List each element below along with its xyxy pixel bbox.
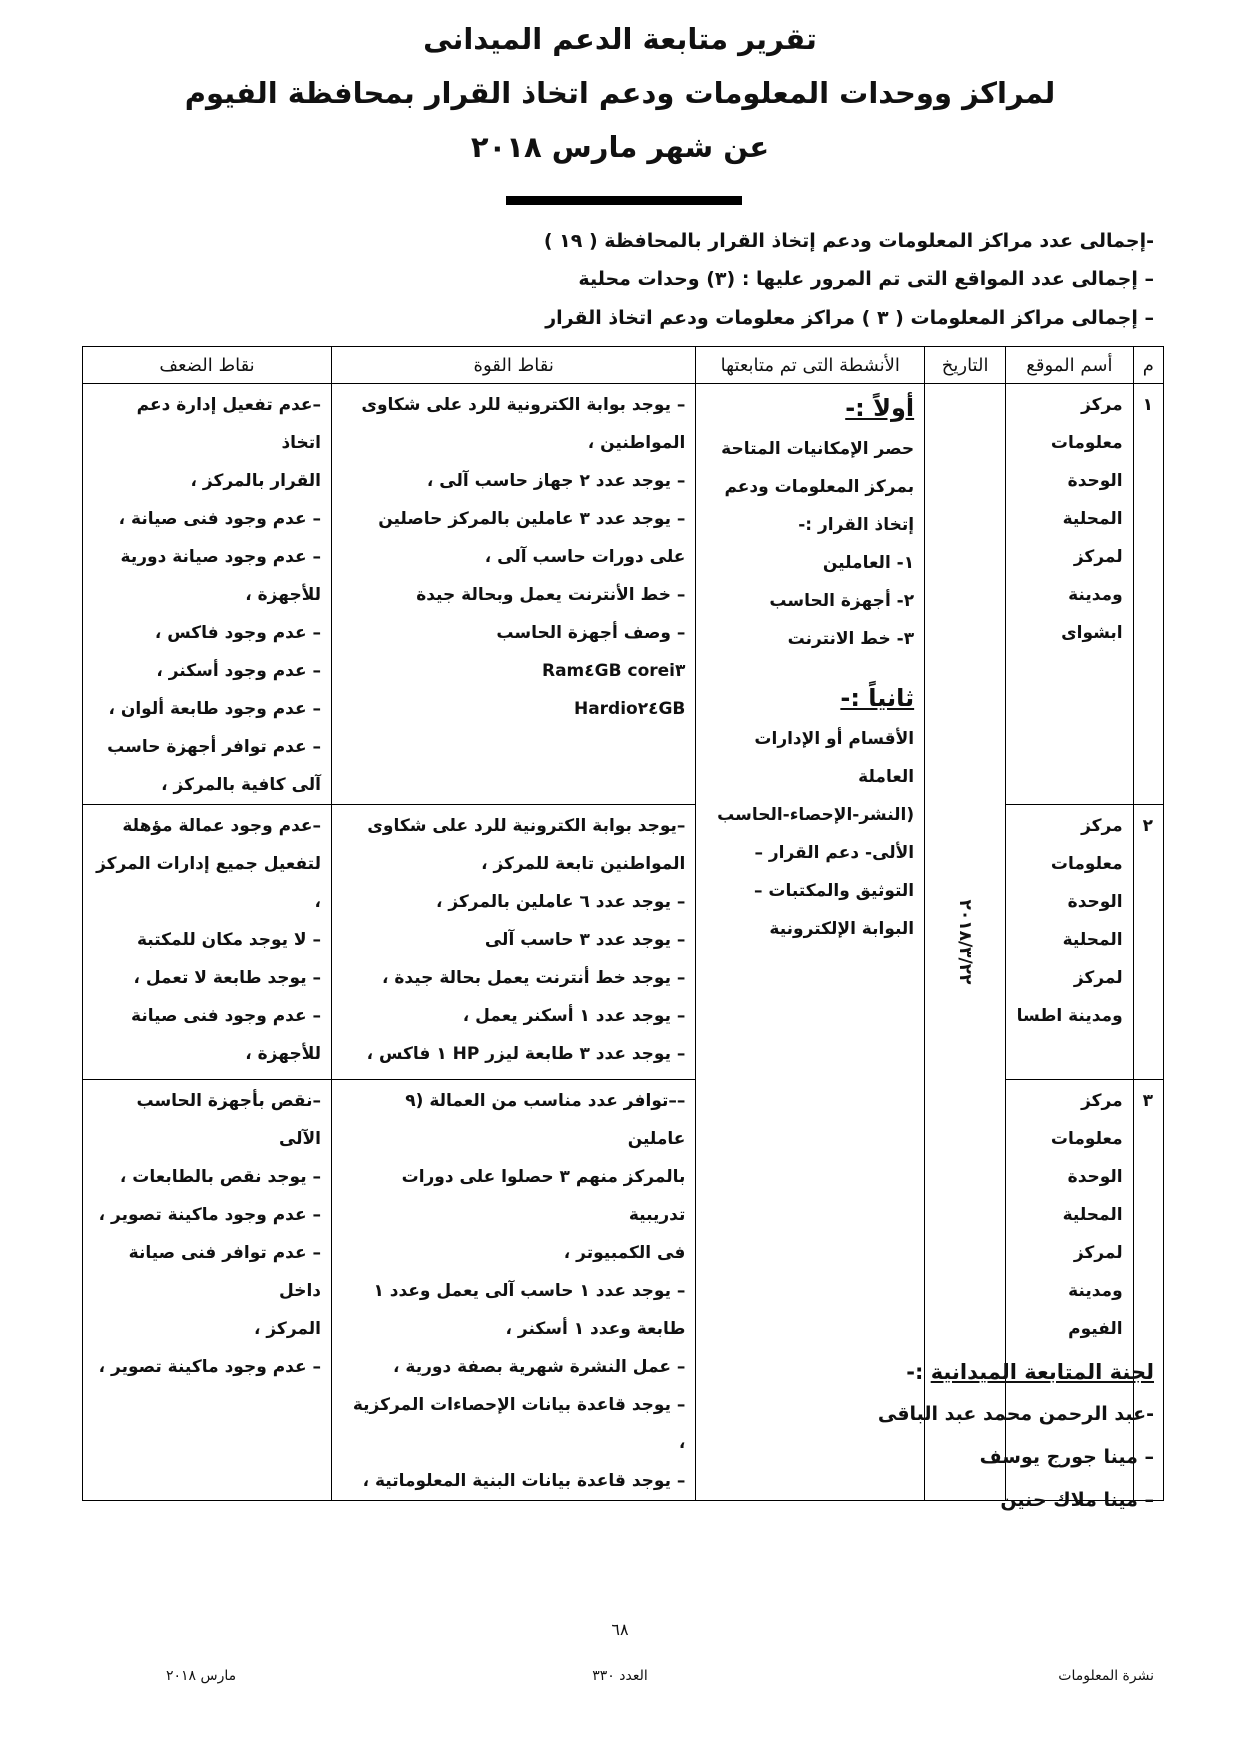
strength-line: بالمركز منهم ٣ حصلوا على دورات تدريبية — [401, 1167, 686, 1225]
weakness-line: – عدم توافر أجهزة حاسب — [107, 737, 322, 757]
strengths-cell — [332, 384, 696, 805]
strength-line: طابعة وعدد ١ أسكنر ، — [505, 1319, 686, 1339]
table-row — [83, 384, 1164, 805]
site-line: الوحدة — [1067, 1167, 1123, 1187]
site-line: ابشواى — [1061, 623, 1123, 643]
site-line: لمركز — [1073, 1243, 1123, 1263]
weakness-line: –نقص بأجهزة الحاسب الآلى — [136, 1091, 322, 1149]
strength-line: على دورات حاسب آلى ، — [484, 547, 686, 567]
page-number: ٦٨ — [611, 1620, 629, 1639]
strength-line: – يوجد عدد ٢ جهاز حاسب آلى ، — [426, 471, 686, 491]
site-line: لمركز — [1073, 547, 1123, 567]
weakness-line: آلى كافية بالمركز ، — [161, 775, 322, 795]
weaknesses-cell — [83, 384, 332, 805]
strength-line: – يوجد قاعدة بيانات البنية المعلوماتية ، — [362, 1471, 686, 1491]
activity-line: بمركز المعلومات ودعم — [724, 477, 915, 497]
weakness-line: – يوجد نقص بالطابعات ، — [119, 1167, 322, 1187]
weakness-line: – عدم توافر فنى صيانة داخل — [128, 1243, 322, 1301]
report-subtitle: لمراكز ووحدات المعلومات ودعم اتخاذ القرار بمحافظة الفيوم — [184, 76, 1056, 110]
strength-line: – يوجد عدد ٣ عاملين بالمركز حاصلين — [378, 509, 686, 529]
summary-visited-sites: – إجمالى عدد المواقع التى تم المرور عليها : (٣) وحدات محلية — [578, 268, 1154, 290]
header-strengths: نقاط القوة — [332, 347, 696, 384]
strength-line: – يوجد عدد ١ أسكنر يعمل ، — [462, 1006, 686, 1026]
weakness-line: للأجهزة ، — [245, 1044, 322, 1064]
site-line: معلومات — [1050, 1129, 1123, 1149]
site-line: مركز — [1081, 1091, 1123, 1111]
site-line: الوحدة — [1067, 892, 1123, 912]
strength-line: – يوجد بوابة الكترونية للرد على شكاوى — [361, 395, 686, 415]
site-cell — [1006, 384, 1134, 805]
footer-issue: العدد ٣٣٠ — [592, 1668, 648, 1684]
weakness-line: – عدم وجود فنى صيانة ، — [118, 509, 322, 529]
activity-line: التوثيق والمكتبات – — [753, 881, 915, 901]
weakness-line: – عدم وجود ماكينة تصوير ، — [98, 1357, 322, 1377]
header-weaknesses: نقاط الضعف — [83, 347, 332, 384]
activity-line: الأقسام أو الإدارات العاملة — [754, 729, 915, 787]
follow-up-table — [82, 346, 1164, 1501]
weaknesses-cell — [83, 805, 332, 1080]
strength-spec-line: Ram٤GB corei٣ — [542, 661, 686, 681]
weakness-line: القرار بالمركز ، — [190, 471, 322, 491]
committee-member: – مينا جورج يوسف — [979, 1446, 1154, 1468]
weakness-line: المركز ، — [253, 1319, 322, 1339]
weakness-line: –عدم تفعيل إدارة دعم اتخاذ — [136, 395, 322, 453]
site-line: المحلية — [1062, 509, 1123, 529]
strength-line: – وصف أجهزة الحاسب — [496, 623, 686, 643]
strength-line: – خط الأنترنت يعمل وبحالة جيدة — [416, 585, 686, 605]
weakness-line: – عدم وجود فاكس ، — [154, 623, 322, 643]
header-site-name: أسم الموقع — [1006, 347, 1134, 384]
site-line: المحلية — [1062, 1205, 1123, 1225]
strength-line: المواطنين تابعة للمركز ، — [481, 854, 686, 874]
activity-line: حصر الإمكانيات المتاحة — [721, 439, 915, 459]
strength-line: – يوجد عدد ٦ عاملين بالمركز ، — [435, 892, 686, 912]
site-line: المحلية — [1062, 930, 1123, 950]
committee-heading — [906, 1360, 1154, 1384]
site-line: لمركز — [1073, 968, 1123, 988]
visit-date: ٢٠١٨/٣/٢٢ — [955, 899, 976, 985]
strength-line: – يوجد خط أنترنت يعمل بحالة جيدة ، — [382, 968, 686, 988]
strength-spec-line: Hardio٢٤GB — [573, 699, 686, 719]
site-line: الفيوم — [1068, 1319, 1123, 1339]
footer-publication: نشرة المعلومات — [1058, 1668, 1154, 1684]
activity-line: الألى- دعم القرار – — [754, 843, 915, 863]
strength-line: – يوجد عدد ٣ طابعة ليزر HP ١ فاكس ، — [366, 1044, 686, 1064]
footer-date: مارس ٢٠١٨ — [166, 1668, 237, 1684]
row-number: ١ — [1133, 384, 1163, 805]
site-line: مركز — [1081, 395, 1123, 415]
strength-line: فى الكمبيوتر ، — [563, 1243, 686, 1263]
weakness-line: – عدم وجود فنى صيانة — [131, 1006, 322, 1026]
weakness-line: – لا يوجد مكان للمكتبة — [136, 930, 322, 950]
activities-second-heading: ثانياً :- — [840, 684, 915, 712]
strength-line: – عمل النشرة شهرية بصفة دورية ، — [393, 1357, 686, 1377]
site-line: ومدينة — [1068, 1281, 1123, 1301]
weakness-line: – عدم وجود صيانة دورية — [120, 547, 322, 567]
weakness-line: – يوجد طابعة لا تعمل ، — [133, 968, 322, 988]
summary-total-centers: -إجمالى عدد مراكز المعلومات ودعم إتخاذ القرار بالمحافظة ( ١٩ ) — [543, 230, 1154, 252]
strength-line: ––توافر عدد مناسب من العمالة (٩ عاملين — [405, 1091, 686, 1149]
table-header-row — [83, 347, 1164, 384]
activities-cell — [696, 384, 925, 1501]
activity-line: ٣- خط الانترنت — [787, 629, 915, 649]
header-date: التاريخ — [925, 347, 1006, 384]
activity-line: ٢- أجهزة الحاسب — [769, 591, 915, 611]
report-period: عن شهر مارس ٢٠١٨ — [470, 130, 770, 164]
strengths-cell — [332, 805, 696, 1080]
committee-member: – مينا ملاك حنين — [1000, 1489, 1154, 1511]
header-number: م — [1133, 347, 1163, 384]
committee-title-suffix: :- — [906, 1360, 931, 1384]
strength-line: –يوجد بوابة الكترونية للرد على شكاوى — [367, 816, 686, 836]
activity-line: البوابة الإلكترونية — [769, 919, 915, 939]
strength-line: – يوجد عدد ٣ حاسب آلى — [484, 930, 686, 950]
committee-member: -عبد الرحمن محمد عبد الباقى — [877, 1403, 1154, 1425]
activity-line: ١- العاملين — [822, 553, 915, 573]
weaknesses-cell — [83, 1080, 332, 1501]
activities-first-heading: أولاً :- — [845, 394, 915, 422]
weakness-line: –عدم وجود عمالة مؤهلة — [122, 816, 322, 836]
summary-info-centers: – إجمالى مراكز المعلومات ( ٣ ) مراكز معلومات ودعم اتخاذ القرار — [545, 307, 1154, 329]
site-cell — [1006, 1080, 1134, 1501]
weakness-line: – عدم وجود أسكنر ، — [156, 661, 322, 681]
strength-line: المواطنين ، — [587, 433, 686, 453]
weakness-line: لتفعيل جميع إدارات المركز ، — [96, 854, 322, 912]
header-activities: الأنشطة التى تم متابعتها — [696, 347, 925, 384]
activity-line: (النشر-الإحصاء-الحاسب — [717, 805, 915, 825]
date-cell — [925, 384, 1006, 1501]
row-number: ٢ — [1133, 805, 1163, 1080]
weakness-line: للأجهزة ، — [245, 585, 322, 605]
site-line: الوحدة — [1067, 471, 1123, 491]
committee-title: لجنة المتابعة الميدانية — [930, 1360, 1154, 1384]
site-cell — [1006, 805, 1134, 1080]
weakness-line: – عدم وجود طابعة ألوان ، — [108, 699, 322, 719]
title-underline — [506, 196, 742, 205]
site-line: معلومات — [1050, 854, 1123, 874]
site-line: ومدينة اطسا — [1016, 1006, 1123, 1026]
row-number: ٣ — [1133, 1080, 1163, 1501]
activity-line: إتخاذ القرار :- — [798, 515, 915, 535]
strengths-cell — [332, 1080, 696, 1501]
site-line: ومدينة — [1068, 585, 1123, 605]
site-line: مركز — [1081, 816, 1123, 836]
weakness-line: – عدم وجود ماكينة تصوير ، — [98, 1205, 322, 1225]
report-title: تقرير متابعة الدعم الميدانى — [423, 22, 817, 56]
strength-line: – يوجد عدد ١ حاسب آلى يعمل وعدد ١ — [373, 1281, 686, 1301]
strength-line: – يوجد قاعدة بيانات الإحصاءات المركزية ، — [352, 1395, 686, 1453]
site-line: معلومات — [1050, 433, 1123, 453]
